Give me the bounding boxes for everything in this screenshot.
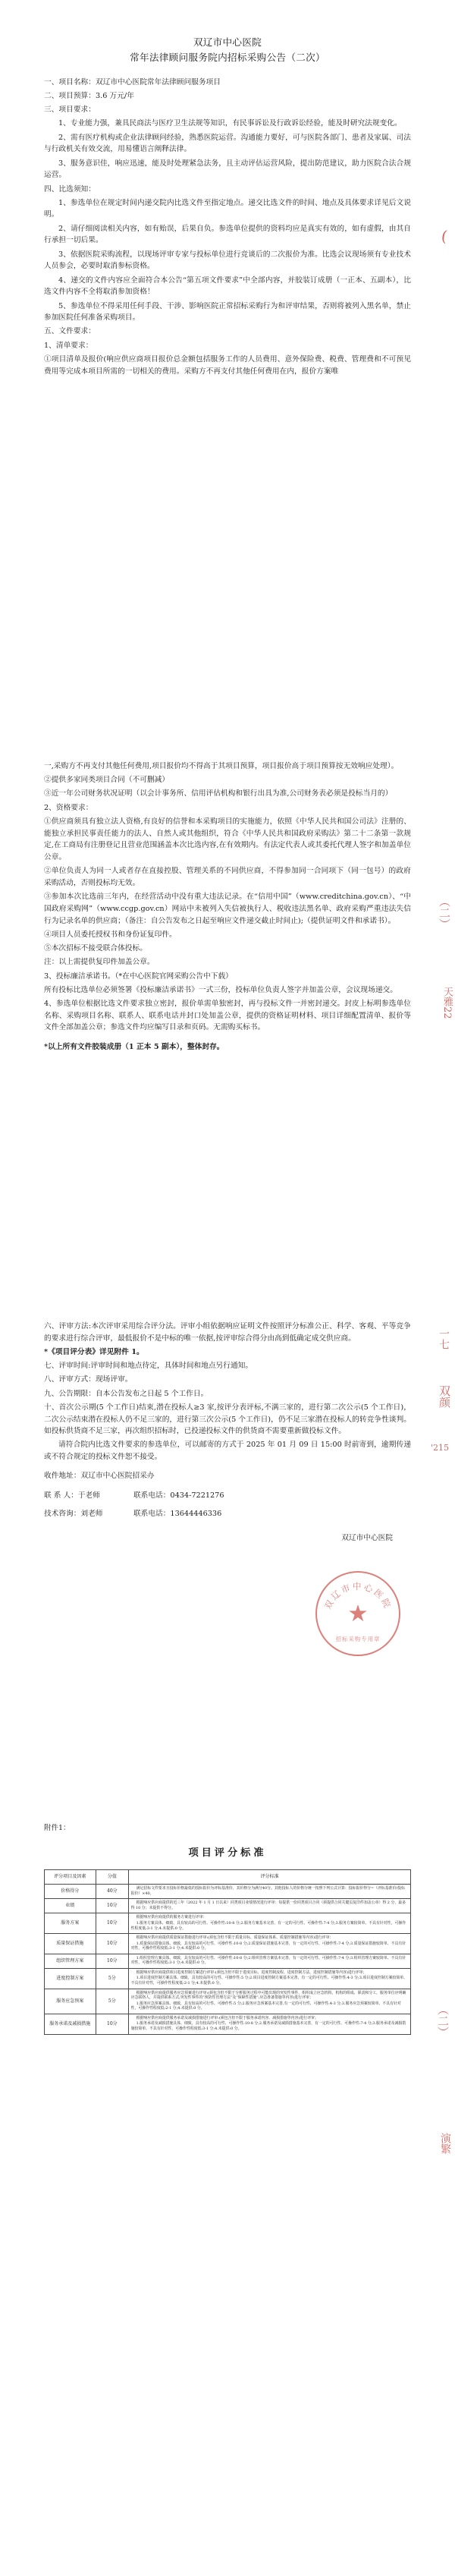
svg-text:双辽市中心医院: 双辽市中心医院 [322,1581,394,1611]
cell-points: 10分 [96,1913,128,1934]
title-line-1: 双辽市中心医院 [193,36,262,48]
header-criteria: 评分标准 [129,1870,411,1885]
title-line-2: 常年法律顾问服务院内招标采购公告（二次） [130,52,325,64]
qualification-item-3: ③参加本次比选前三年内，在经营活动中没有重大违法记录。在“信用中国”（www.creditchina.gov.cn）、“中国政府采购网”（www.ccgp.gov.cn）网站中未被列入失信被执行人、税收违法黑名单、政府采购严重违法失信行为记录名单的供应商；（备注：自公告发布之日起至响应文件递交截止时间止);（提供证明文件和承诺书）。 [44,893,411,925]
table-row [45,1989,411,2014]
cell-criteria [129,1913,411,1934]
qualification-item-5: ⑤本次招标不接受联合体投标。 [44,944,147,953]
binding-note: *以上所有文件胶装成册（1 正本 5 副本），整体封存。 [44,1042,224,1051]
publicity-rounds: 十、首次公示期(5 个工作日)结束,潜在投标人≥3 家,按评分表评标,不满三家的，进行第二次公示(5 个工作日)，二次公示结束潜在投标人仍不足三家的，进行第三次公示(5 个工作日)，仍不足三家潜在投标人的转竞争性谈判。如投标供货商不足三家，再次组织招标时，已投递投标文件的供货商不需要重新做投标文件。 [44,1403,411,1436]
criteria-paragraph: 1.服务方案具体、细致，具有较高的可行性、可操作性:10-8 分;2.服务方案基本完善，有一定的可行性、可操作性:7-4 分;3.服务方案较简单、不具有针对性，可操作性程度低:3-1 分;4.未提供:0 分。 [130,1920,406,1931]
file-list-heading: 1、清单要求： [44,341,93,350]
cell-criteria [129,1934,411,1954]
table-row [45,1954,411,1968]
section-project-budget: 二、项目预算：3.6 万元/年 [44,92,134,100]
issuing-organization: 双辽市中心医院 [341,1534,393,1543]
tech-support-row [44,1508,411,1520]
margin-annotation-red-5: 双颜 [438,1385,451,1408]
file-list-item-2: ②提供多家同类项目合同（不可删减） [44,776,170,785]
section-file-requirements-heading: 五、文件要求： [44,327,96,336]
announcement-period: 九、公告期限：自本公告发布之日起 5 个工作日。 [44,1389,209,1398]
cell-criteria [129,1885,411,1899]
evaluation-method: 六、评审方法:本次评审采用综合评分法。评审小组依据响应证明文件按照评分标准公正、科学、客观、平等竞争的要求进行综合评审，最低报价不是中标的唯一依据,按评审综合得分由高到低确定成交供应商。 [44,1322,411,1343]
criteria-paragraph: 根据响应供应商提供质量保证措施进行评审:(须包含但不限于质量目标、质量保证体系、质量控制措施等内容)进行评审： [136,1935,334,1941]
cell-points: 10分 [96,1954,128,1968]
requirement-item-1: 1、专业能力强，兼具民商法与医疗卫生法规等知识，有民事诉讼及行政诉讼经验，能及时研究法规变化。 [58,119,402,128]
attachment-label: 附件1： [44,1824,71,1832]
notice-item-3: 3、依据医院采购流程，以现场评审专家与投标单位进行竞谈后的二次报价为准。比选会议现场须有专业技术人员参会，必要时取消参标资格。 [44,250,411,271]
margin-annotation-red-6: '215 [430,1443,449,1453]
cell-item: 价格得分 [45,1885,96,1899]
document-page-4 [0,1776,455,2576]
scoring-criteria-table [44,1869,411,2035]
cell-item: 服务应急预案 [45,1989,96,2014]
margin-annotation-red-1: ( [440,226,449,246]
qualification-heading: 2、资格要求： [44,803,93,812]
integrity-commitment-detail: 所有投标比选单位必须签署《投标廉洁承诺书》一式三份，投标单位负责人签字并加盖公章，会议现场递交。 [44,985,397,994]
tech-support-name: 技术咨询：刘老师 [44,1510,103,1519]
table-header-row [45,1870,411,1885]
cell-points: 40分 [96,1885,128,1899]
cell-points: 10分 [96,2014,128,2034]
criteria-paragraph: 1.质量保证措施具体、细致，具有较高的可行性、可操作性:10-8 分;2.质量保证措施基本完善，有一定的可行性、可操作性:7-4 分;3.质量保证措施较简单、不具有针对性，可操作性程度低:3-1 分;4.未提供:0 分。 [130,1941,406,1951]
seal-bottom-text: 招标采购专用章 [335,1636,381,1642]
requirement-item-3: 3、服务意识佳，响应迅速，能及时处理紧急法务，且主动评估运营风险，提出防范建议，助力医院合法合规运营。 [44,159,411,180]
cell-item: 质量保证措施 [45,1934,96,1954]
cell-points: 5分 [96,1989,128,2014]
table-row [45,1885,411,1899]
notice-item-2: 2、请仔细阅读相关内容，如有贻误，后果自负。参选单位提供的资料均应是真实有效的，如有虚假，由其自行承担一切后果。 [44,224,411,245]
criteria-paragraph: 根据响应供应商提供项目进度控制方案进行评审:(须包含但不限于进度目标、进度控制流程、进度控制方法、进度控制措施等内容)进行评审； [136,1970,367,1975]
cell-item: 服务方案 [45,1913,96,1934]
file-list-item-1: ①项目清单及报价(响应供应商项目报价总金额包括服务工作的人员费用、意外保险费、税费、管理费和不可预见费用等完成本项目所需的一切相关的费用。采购方不再支付其他任何费用在内，报价方案唯 [44,354,411,376]
official-red-seal [315,1571,400,1656]
qualification-note: 注：以上需提供复印件加盖公章。 [44,958,155,967]
qualification-item-1: ①供应商须具有独立法人资格,有良好的信誉和本采购项目的实施能力，依照《中华人民共和国公司法》注册的、能独立承担民事责任能力的法人、自然人或其他组织，符合《中华人民共和国政府采购法》第二十二条第一款规定,在工商局有注册登记且营业范围涵盖本次比选内容,在有效期内。有法定代表人或其委托代理人签字和加盖单位公章。 [44,817,411,862]
file-list-item-1-cont: 一,采购方不再支付其他任何费用,项目报价均不得高于其项目预算，项目报价高于项目预算按无效响应处理）。 [44,762,399,770]
cell-points: 10分 [96,1899,128,1913]
section-bidding-notice-heading: 四、比选须知： [44,184,96,194]
cell-points: 10分 [96,1934,128,1954]
document-page-2 [0,668,455,1245]
table-row [45,1968,411,1989]
section-project-requirements-heading: 三、项目要求： [44,105,96,115]
contact-person-name: 联 系 人：于老师 [44,1491,100,1500]
notice-item-1: 1、参选单位在规定时间内递交院内比选文件至指定地点。递交比选文件的时间、地点及具体要求详见后文说明。 [44,198,411,219]
cell-item: 业绩 [45,1899,96,1913]
cell-item: 组织管理方案 [45,1954,96,1968]
margin-annotation-red-2: （二） [438,896,451,930]
header-points: 分值 [96,1870,128,1885]
scoring-table-body [45,1885,411,2034]
criteria-paragraph: 根据响应供应商提供服务承诺及减损措施进行评审:(须包含但不限于服务承诺内容、减损措施等内容)进行评审； [136,2015,318,2020]
contact-person-row [44,1490,411,1502]
cell-item: 进度控制方案 [45,1968,96,1989]
section-project-name: 一、项目名称：双辽市中心医院常年法律顾问服务项目 [44,77,221,87]
margin-annotation-red-4: 一七 [438,1328,450,1349]
notice-item-5: 5、参选单位不得采用任何手段、干涉、影响医院正常招标采购行为和评审结果，否则将被列入黑名单，禁止参加医院任何准备采购项目。 [44,301,411,323]
requirement-item-2: 2、需有医疗机构或企业法律顾问经验，熟悉医院运营。沟通能力要好，可与医院各部门、患者及家属、司法与行政机关有效交流，用易懂语言阐释法律。 [44,133,411,154]
criteria-paragraph: 根据响应供应商提供的服务方案进行评审： [136,1915,207,1920]
cell-criteria [129,1968,411,1989]
table-row [45,2014,411,2034]
sealing-requirement: 4、参选单位根据比选文件要求独立密封，报价单需单独密封，再与投标文件一并密封递交。封皮上标明参选单位名称、采购项目名称、联系人、联系电话并封口处加盖公章，提供的资格证明材料、项目详细配置清单、报价等文件全部加盖公章；参选文件均应编写目录和页码。无需购买标书。 [44,999,411,1032]
margin-annotation-red-7: （二） [436,2004,450,2038]
seal-star-icon: ★ [348,1602,368,1625]
criteria-paragraph: 1.服务承诺及减损措施具体、细致，具有较高的可行性、可操作性:10-8 分;2.服务承诺及减损措施基本完善，有一定的可行性、可操作性:7-4 分;3.服务承诺及减损措施较简单、不具有针对性，可操作性程度低:3-1 分;4.未提供:0 分。 [130,2021,406,2031]
mailing-address: 收件地址：双辽市中心医院招采办 [44,1472,155,1481]
table-row [45,1934,411,1954]
criteria-paragraph: 根据响应供应商提供服务应急预案进行评审:(须包含但不限于分析服务过程中可能出现的突发性事件，组织成立应急机构，机构的组成、职责和分工，服务单位应明确应急联络人，并提供联系方式;突发性事件的“预防性管理方法”及“保障性措施”;应急准备措施等内容)进行评审； [130,1990,406,2001]
scoring-table-title: 项目评分标准 [188,1847,267,1859]
table-row [45,1899,411,1913]
criteria-paragraph: 1.项目进度控制方案具体、细致，具有较高的可行性、可操作性:5 分;2.项目进度控制方案基本完善，有一定的可行性、可操作性:4-3 分;3.项目进度控制方案较简单、不具有针对性，可操作性程度低:2-1 分;4.未提供:0 分。 [130,1976,408,1986]
table-row [45,1913,411,1934]
margin-annotation-red-8: 演繁 [439,2133,451,2154]
seal-arc-text [317,1573,399,1655]
qualification-item-2: ②单位负责人为同一人或者存在直接控股、管理关系的不同供应商，不得参加同一合同项下（同一包号）的政府采购活动，否则投标均无效。 [44,867,411,887]
integrity-commitment-heading: 3、投标廉洁承诺书。（*在中心医院官网采购公告中下载） [44,972,233,981]
margin-annotation-red-3: 天雅22 [441,987,453,1019]
tech-support-phone: 联系电话：13644446336 [133,1510,222,1519]
cell-criteria [129,1899,411,1913]
evaluation-time: 七、评审时间:评审时间和地点待定，具体时间和地点另行通知。 [44,1362,253,1371]
evaluation-mode: 八、评审方式：现场评审。 [44,1375,133,1384]
cell-criteria [129,1954,411,1968]
criteria-paragraph: 根据响应供应商提供的近三年（2022 年 1 月 1 日以来）同类项目业绩情况进行评审：每提供一份同类项目合同（须提供合同关键页复印件加盖公章）得 2 分，最多得 10 分；未提供不得分。 [130,1901,406,1910]
cell-item: 服务承诺及减损措施 [45,2014,96,2034]
document-page-1 [0,0,455,668]
criteria-paragraph: 满足招标文件要求且投标价格最低的投标报价为评标基准价，其价格分为满分40分。其他投标人的价格分统一按照下列公式计算：投标报价得分=（评标基准价/投标报价）×40。 [130,1886,405,1896]
qualification-item-4: ④项目人员委托授权书和身份证复印件。 [44,930,177,939]
contact-person-phone: 联系电话：0434-7221276 [133,1491,224,1500]
criteria-paragraph: 1.服务应急预案具体、细致，具有较高的可行性、可操作性:5 分;2.服务应急预案基本完善,有一定的可行性、可操作性:4-3 分;3.服务应急预案较简单、不具有针对性，可操作性程度低:2-1 分;4.未提供:0 分。 [130,2001,401,2011]
scoring-table-reference: *《项目评分表》详见附件 1。 [44,1347,144,1356]
page-title [44,35,411,66]
cell-criteria [129,1989,411,2014]
notice-item-4: 4、递交的文件内容应全面符合本公告“第五项文件要求”中全部内容，并胶装订成册（一正本、五副本），比选文件内容不全将取消参加资格！ [44,276,411,297]
submission-deadline: 请符合院内比选文件要求的参选单位，可以邮寄的方式于 2025 年 01 月 09 日 15:00 时前寄到，逾期传递或不符合规定的投标文件恕不接受。 [44,1441,411,1462]
cell-points: 5分 [96,1968,128,1989]
document-page-3 [0,1245,455,1776]
criteria-paragraph: 1.组织管理方案具体、细致，具有较高的可行性、可操作性:10-8 分;2.组织管理方案基本完善，有一定的可行性、可操作性:7-4 分;3.组织管理方案较简单、不具有针对性，可操作性程度低:3-1 分;4.未提供:0 分。 [130,1955,406,1966]
header-item: 评分项目及因素 [45,1870,96,1885]
cell-criteria [129,2014,411,2034]
file-list-item-3: ③近一年公司财务状况证明（以会计事务所、信用评估机构和银行出具为准,公司财务表必须是投标当月的） [44,789,393,798]
